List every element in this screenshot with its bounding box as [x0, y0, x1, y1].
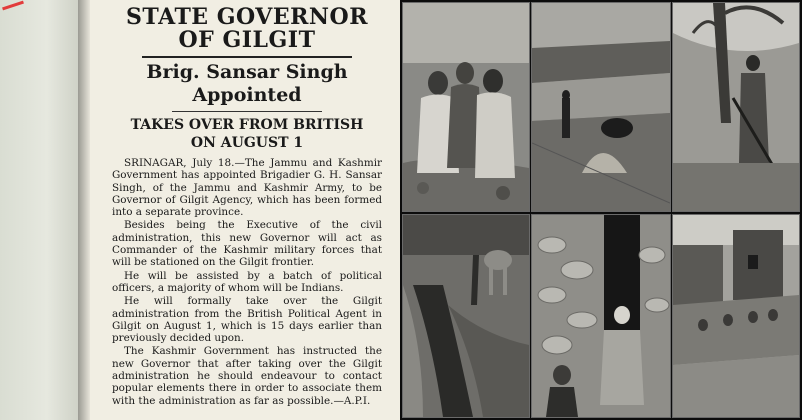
article-paragraph: He will formally take over the Gilgit administration from the British Political Agent in Gilgit on August 1, which is 15 days earlier than previously decided upon.	[112, 295, 382, 345]
photo-grid	[400, 0, 802, 420]
photo-farm-field	[531, 2, 671, 212]
photo-stone-doorway	[531, 214, 671, 418]
photo-seated-villagers	[402, 2, 530, 212]
deck-line-1: TAKES OVER FROM BRITISH	[130, 117, 364, 133]
subhead-line-2: Appointed	[192, 84, 302, 106]
headline-line-2: OF GILGIT	[178, 27, 316, 53]
article-paragraph: SRINAGAR, July 18.—The Jammu and Kashmir Government has appointed Brigadier G. H. Sansar Singh, of the Jammu and Kashmir Army, to be Governor of Gilgit Agency, which has been formed into a separate province.	[112, 157, 382, 219]
headline-line-1: STATE GOVERNOR	[126, 4, 368, 30]
headline-rule	[142, 56, 352, 58]
page-margin	[0, 0, 78, 420]
article-body	[112, 157, 382, 407]
subhead-line-1: Brig. Sansar Singh	[146, 61, 348, 83]
photo-channel-and-cattle	[402, 214, 530, 418]
article-paragraph: Besides being the Executive of the civil administration, this new Governor will act as Commander of the Kashmir military forces that will be stationed on the Gilgit frontier.	[112, 219, 382, 269]
newspaper-clipping	[0, 0, 400, 420]
article-paragraph: The Kashmir Government has instructed the new Governor that after taking over the Gilgit administration he should endeavour to contact popular elements there in order to associate them with the administration as far as possible.—A.P.I.	[112, 345, 382, 407]
article-column	[90, 0, 400, 420]
deck-line-2: ON AUGUST 1	[190, 135, 304, 151]
photo-man-with-tool	[672, 2, 800, 212]
photo-stone-houses	[672, 214, 800, 418]
red-pen-mark	[2, 1, 24, 11]
article-paragraph: He will be assisted by a batch of political officers, a majority of whom will be Indians.	[112, 269, 382, 294]
subhead-rule	[172, 111, 322, 112]
